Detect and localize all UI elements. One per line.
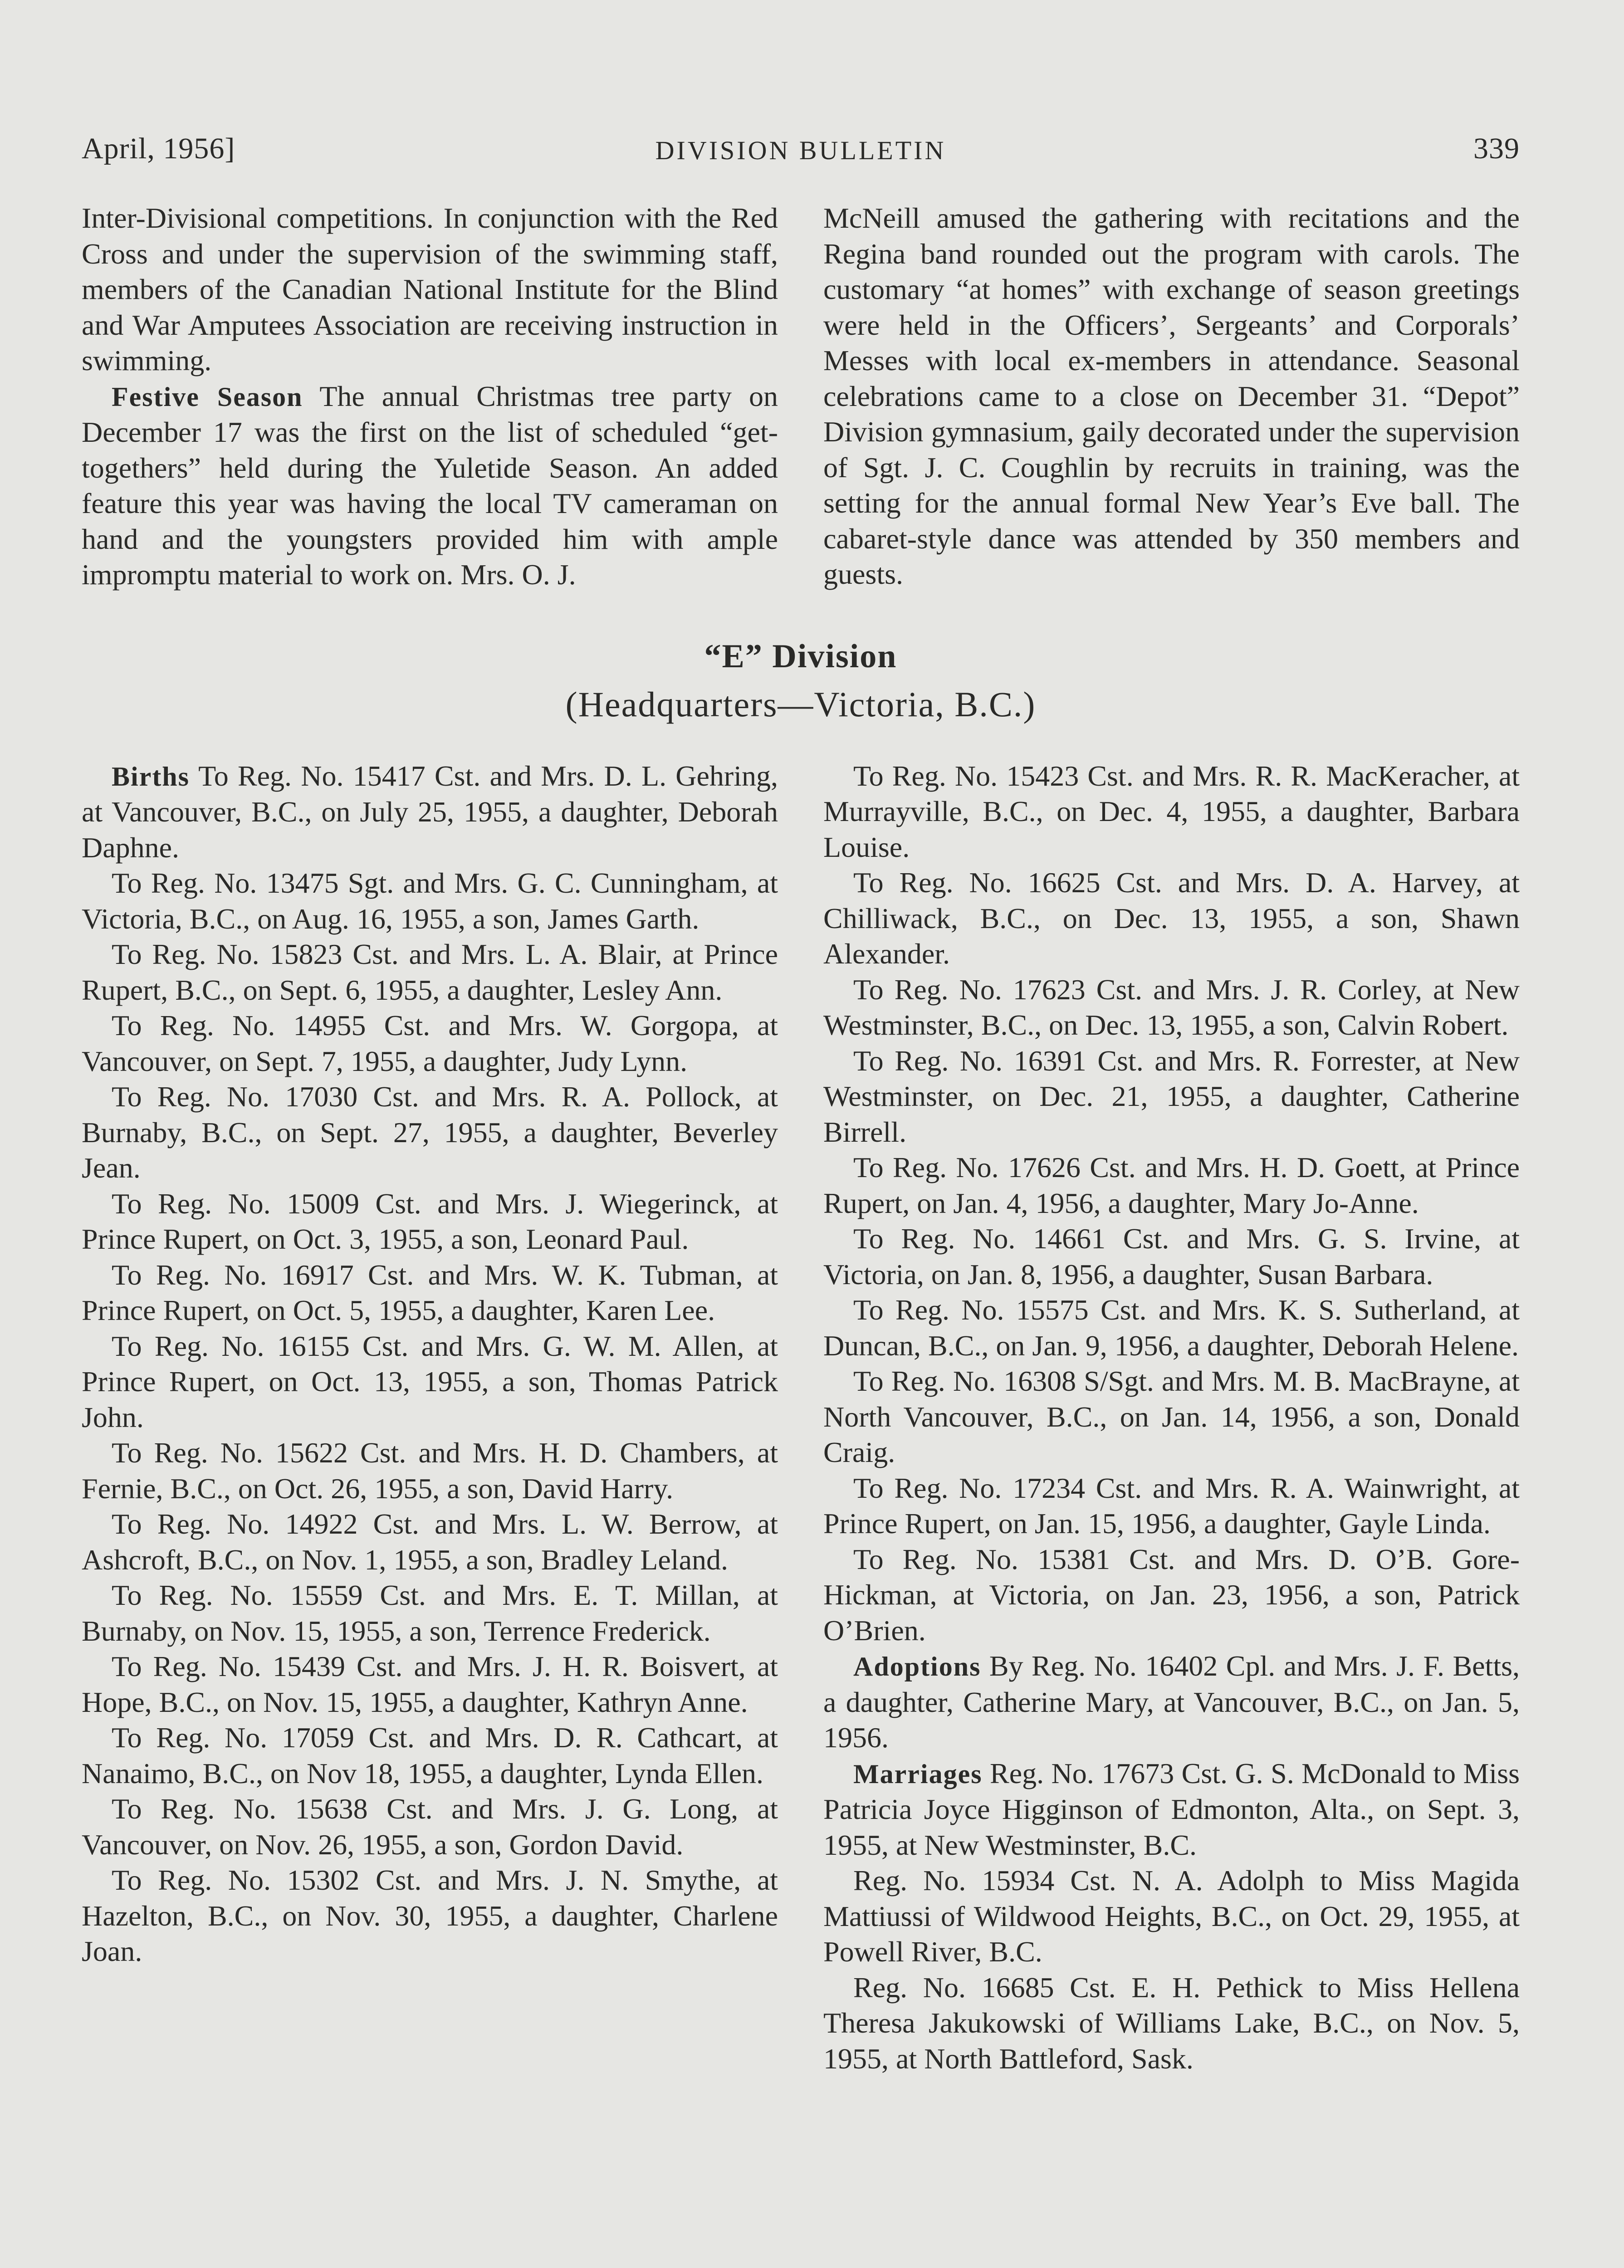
entry-paragraph bbox=[82, 1862, 778, 1970]
entry-paragraph bbox=[823, 865, 1520, 972]
paragraph-text: Reg. No. 15934 Cst. N. A. Adolph to Miss Magida Mattiussi of Wildwood Heights, B.C., on Oct. 29, 1955, at Powell River, B.C. bbox=[823, 1864, 1520, 1968]
records-right-column bbox=[823, 758, 1520, 2077]
entry-paragraph bbox=[82, 1506, 778, 1578]
paragraph-text: To Reg. No. 15423 Cst. and Mrs. R. R. MacKeracher, at Murrayville, B.C., on Dec. 4, 1955, a daughter, Barbara Louise. bbox=[823, 759, 1520, 863]
paragraph-text: To Reg. No. 15575 Cst. and Mrs. K. S. Sutherland, at Duncan, B.C., on Jan. 9, 1956, a daughter, Deborah Helene. bbox=[823, 1294, 1520, 1362]
entry-paragraph bbox=[823, 1471, 1520, 1542]
division-title: “E” Division bbox=[704, 637, 897, 675]
paragraph-text: To Reg. No. 17234 Cst. and Mrs. R. A. Wainwright, at Prince Rupert, on Jan. 15, 1956, a daughter, Gayle Linda. bbox=[823, 1471, 1520, 1540]
entry-paragraph bbox=[82, 1720, 778, 1791]
run-in-heading: Festive Season bbox=[112, 381, 303, 412]
entry-paragraph bbox=[82, 865, 778, 937]
paragraph-text: To Reg. No. 15417 Cst. and Mrs. D. L. Gehring, at Vancouver, B.C., on July 25, 1955, a daughter, Deborah Daphne. bbox=[82, 759, 778, 864]
entry-paragraph bbox=[82, 1257, 778, 1329]
paragraph-text: To Reg. No. 16308 S/Sgt. and Mrs. M. B. MacBrayne, at North Vancouver, B.C., on Jan. 14, 1956, a son, Donald Craig. bbox=[823, 1365, 1520, 1468]
page-number: 339 bbox=[1473, 132, 1520, 165]
entry-paragraph bbox=[82, 1435, 778, 1506]
section-paragraph bbox=[82, 379, 778, 593]
run-in-heading: Marriages bbox=[853, 1759, 983, 1789]
paragraph-text: Reg. No. 16685 Cst. E. H. Pethick to Miss Hellena Theresa Jakukowski of Williams Lake, B.C., on Nov. 5, 1955, at North Battleford, Sask. bbox=[823, 1971, 1520, 2075]
entry-paragraph bbox=[82, 1186, 778, 1257]
issue-date: April, 1956] bbox=[82, 132, 235, 165]
division-records bbox=[82, 758, 1520, 2077]
continued-section bbox=[82, 200, 1520, 593]
paragraph-text: To Reg. No. 15823 Cst. and Mrs. L. A. Blair, at Prince Rupert, B.C., on Sept. 6, 1955, a daughter, Lesley Ann. bbox=[82, 938, 778, 1006]
paragraph-text: To Reg. No. 16917 Cst. and Mrs. W. K. Tubman, at Prince Rupert, on Oct. 5, 1955, a daughter, Karen Lee. bbox=[82, 1258, 778, 1326]
paragraph-text: To Reg. No. 15009 Cst. and Mrs. J. Wiegerinck, at Prince Rupert, on Oct. 3, 1955, a son, Leonard Paul. bbox=[82, 1187, 778, 1255]
paragraph-text: To Reg. No. 15439 Cst. and Mrs. J. H. R. Boisvert, at Hope, B.C., on Nov. 15, 1955, a daughter, Kathryn Anne. bbox=[82, 1650, 778, 1718]
entry-paragraph bbox=[82, 1791, 778, 1862]
paragraph-text: To Reg. No. 13475 Sgt. and Mrs. G. C. Cunningham, at Victoria, B.C., on Aug. 16, 1955, a son, James Garth. bbox=[82, 867, 778, 935]
entry-paragraph bbox=[823, 1364, 1520, 1471]
paragraph-text: By Reg. No. 16402 Cpl. and Mrs. J. F. Betts, a daughter, Catherine Mary, at Vancouver, B.C., on Jan. 5, 1956. bbox=[823, 1650, 1520, 1754]
entry-paragraph bbox=[82, 1578, 778, 1649]
paragraph-text: To Reg. No. 17626 Cst. and Mrs. H. D. Goett, at Prince Rupert, on Jan. 4, 1956, a daughter, Mary Jo-Anne. bbox=[823, 1151, 1520, 1219]
paragraph-text: To Reg. No. 17059 Cst. and Mrs. D. R. Cathcart, at Nanaimo, B.C., on Nov 18, 1955, a daughter, Lynda Ellen. bbox=[82, 1721, 778, 1789]
paragraph-text: The annual Christmas tree party on December 17 was the first on the list of scheduled “get-togethers” held during the Yuletide Season. An added feature this year was having the local TV cameraman on hand and the youngsters provided him with ample impromptu material to work on. Mrs. O. J. bbox=[82, 380, 778, 591]
entry-paragraph bbox=[82, 1008, 778, 1079]
paragraph-text: To Reg. No. 14922 Cst. and Mrs. L. W. Berrow, at Ashcroft, B.C., on Nov. 1, 1955, a son, Bradley Leland. bbox=[82, 1508, 778, 1576]
paragraph-text: To Reg. No. 15638 Cst. and Mrs. J. G. Long, at Vancouver, on Nov. 26, 1955, a son, Gordon David. bbox=[82, 1793, 778, 1861]
entry-paragraph bbox=[823, 1863, 1520, 1970]
continued-right-column bbox=[823, 200, 1520, 593]
entry-paragraph bbox=[823, 1221, 1520, 1292]
section-paragraph bbox=[823, 1648, 1520, 1756]
paragraph-text: Reg. No. 17673 Cst. G. S. McDonald to Miss Patricia Joyce Higginson of Edmonton, Alta., on Sept. 3, 1955, at New Westminster, B.C. bbox=[823, 1757, 1520, 1861]
entry-paragraph bbox=[823, 200, 1520, 592]
running-header bbox=[82, 132, 1520, 186]
entry-paragraph bbox=[823, 1150, 1520, 1221]
paragraph-text: To Reg. No. 17030 Cst. and Mrs. R. A. Pollock, at Burnaby, B.C., on Sept. 27, 1955, a daughter, Beverley Jean. bbox=[82, 1080, 778, 1184]
division-subtitle: (Headquarters—Victoria, B.C.) bbox=[565, 684, 1036, 724]
section-paragraph bbox=[82, 758, 778, 866]
publication-title: DIVISION BULLETIN bbox=[655, 136, 946, 165]
entry-paragraph bbox=[823, 972, 1520, 1043]
paragraph-text: Inter-Divisional competitions. In conjunction with the Red Cross and under the supervision of the swimming staff, members of the Canadian National Institute for the Blind and War Amputees Association are receiving instruction in swimming. bbox=[82, 202, 778, 376]
paragraph-text: To Reg. No. 16155 Cst. and Mrs. G. W. M. Allen, at Prince Rupert, on Oct. 13, 1955, a son, Thomas Patrick John. bbox=[82, 1330, 778, 1433]
paragraph-text: To Reg. No. 14661 Cst. and Mrs. G. S. Irvine, at Victoria, on Jan. 8, 1956, a daughter, Susan Barbara. bbox=[823, 1222, 1520, 1290]
run-in-heading: Adoptions bbox=[853, 1652, 981, 1681]
entry-paragraph bbox=[82, 1649, 778, 1720]
paragraph-text: To Reg. No. 14955 Cst. and Mrs. W. Gorgopa, at Vancouver, on Sept. 7, 1955, a daughter, Judy Lynn. bbox=[82, 1009, 778, 1077]
paragraph-text: To Reg. No. 15302 Cst. and Mrs. J. N. Smythe, at Hazelton, B.C., on Nov. 30, 1955, a daughter, Charlene Joan. bbox=[82, 1864, 778, 1967]
paragraph-text: To Reg. No. 17623 Cst. and Mrs. J. R. Corley, at New Westminster, B.C., on Dec. 13, 1955, a son, Calvin Robert. bbox=[823, 973, 1520, 1041]
entry-paragraph bbox=[823, 1970, 1520, 2077]
paragraph-text: To Reg. No. 15381 Cst. and Mrs. D. O’B. Gore-Hickman, at Victoria, on Jan. 23, 1956, a son, Patrick O’Brien. bbox=[823, 1543, 1520, 1647]
paragraph-text: To Reg. No. 16625 Cst. and Mrs. D. A. Harvey, at Chilliwack, B.C., on Dec. 13, 1955, a son, Shawn Alexander. bbox=[823, 866, 1520, 970]
entry-paragraph bbox=[823, 758, 1520, 865]
paragraph-text: To Reg. No. 15559 Cst. and Mrs. E. T. Millan, at Burnaby, on Nov. 15, 1955, a son, Terrence Frederick. bbox=[82, 1579, 778, 1647]
entry-paragraph bbox=[82, 200, 778, 379]
entry-paragraph bbox=[82, 937, 778, 1008]
entry-paragraph bbox=[82, 1079, 778, 1186]
records-left-column bbox=[82, 758, 778, 2077]
entry-paragraph bbox=[823, 1043, 1520, 1150]
entry-paragraph bbox=[823, 1292, 1520, 1364]
continued-left-column bbox=[82, 200, 778, 593]
entry-paragraph bbox=[823, 1542, 1520, 1649]
bulletin-page bbox=[82, 132, 1520, 2268]
entry-paragraph bbox=[82, 1329, 778, 1436]
paragraph-text: McNeill amused the gathering with recitations and the Regina band rounded out the program with carols. The customary “at homes” with exchange of season greetings were held in the Officers’, Sergeants’ and Corporals’ Messes with local ex-members in attendance. Seasonal celebrations came to a close on December 31. “Depot” Division gymnasium, gaily decorated under the supervision of Sgt. J. C. Coughlin by recruits in training, was the setting for the annual formal New Year’s Eve ball. The cabaret-style dance was attended by 350 members and guests. bbox=[823, 202, 1520, 590]
paragraph-text: To Reg. No. 15622 Cst. and Mrs. H. D. Chambers, at Fernie, B.C., on Oct. 26, 1955, a son, David Harry. bbox=[82, 1437, 778, 1505]
run-in-heading: Births bbox=[112, 761, 190, 792]
paragraph-text: To Reg. No. 16391 Cst. and Mrs. R. Forrester, at New Westminster, on Dec. 21, 1955, a daughter, Catherine Birrell. bbox=[823, 1044, 1520, 1148]
section-paragraph bbox=[823, 1756, 1520, 1863]
